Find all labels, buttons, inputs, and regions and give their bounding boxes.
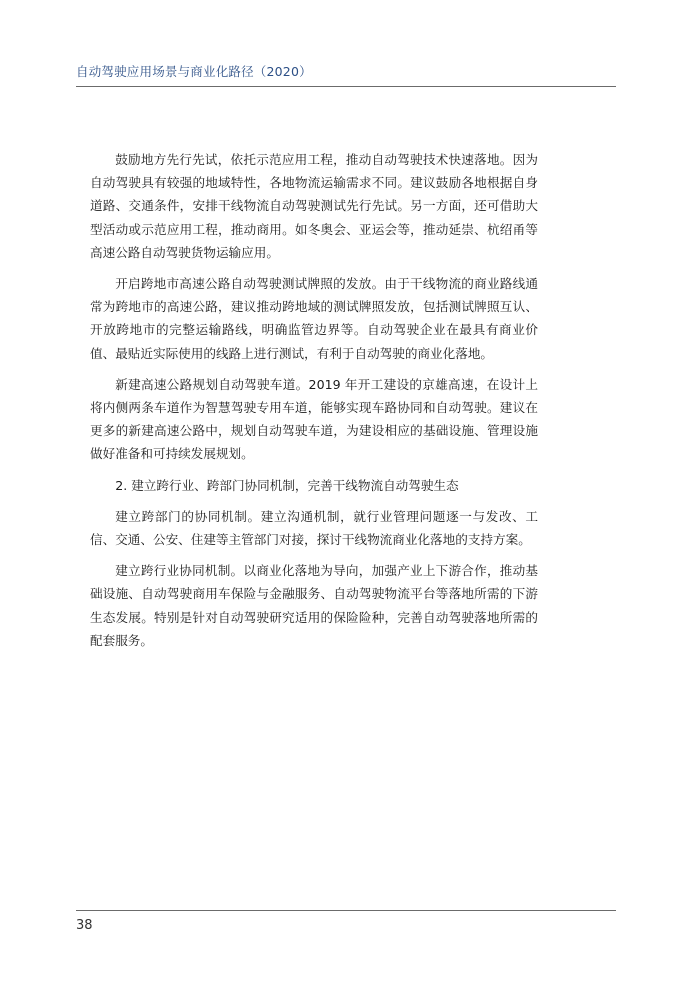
- section-heading-collaboration: 2. 建立跨行业、跨部门协同机制，完善干线物流自动驾驶生态: [115, 477, 459, 493]
- paragraph-cross-department: 建立跨部门的协同机制。建立沟通机制，就行业管理问题逐一与发改、工信、交通、公安、住建等主管部门对接，探讨干线物流商业化落地的支持方案。: [90, 508, 538, 548]
- paragraph-cross-city-license: 开启跨地市高速公路自动驾驶测试牌照的发放。由于干线物流的商业路线通常为跨地市的高速公路，建议推动跨地域的测试牌照发放，包括测试牌照互认、开放跨地市的完整运输路线，明确监管边界等。自动驾驶企业在最具有商业价值、最贴近实际使用的线路上进行测试，有利于自动驾驶的商业化落地。: [90, 276, 538, 361]
- running-header-title: 自动驾驶应用场景与商业化路径（2020）: [76, 64, 312, 79]
- body-text: [90, 148, 538, 660]
- paragraph-local-pilot: 鼓励地方先行先试，依托示范应用工程，推动自动驾驶技术快速落地。因为自动驾驶具有较强的地域特性，各地物流运输需求不同。建议鼓励各地根据自身道路、交通条件，安排干线物流自动驾驶测试先行先试。另一方面，还可借助大型活动或示范应用工程，推动商用。如冬奥会、亚运会等，推动延崇、杭绍甬等高速公路自动驾驶货物运输应用。: [90, 152, 538, 260]
- paragraph-cross-industry: 建立跨行业协同机制。以商业化落地为导向，加强产业上下游合作，推动基础设施、自动驾驶商用车保险与金融服务、自动驾驶物流平台等落地所需的下游生态发展。特别是针对自动驾驶研究适用的保险险种，完善自动驾驶落地所需的配套服务。: [90, 563, 538, 648]
- page-number: 38: [76, 918, 93, 933]
- footer-divider: [76, 910, 616, 911]
- paragraph-dedicated-lanes: 新建高速公路规划自动驾驶车道。2019 年开工建设的京雄高速，在设计上将内侧两条车道作为智慧驾驶专用车道，能够实现车路协同和自动驾驶。建议在更多的新建高速公路中，规划自动驾驶车道，为建设相应的基础设施、管理设施做好准备和可持续发展规划。: [90, 376, 538, 462]
- header-divider: [76, 86, 616, 87]
